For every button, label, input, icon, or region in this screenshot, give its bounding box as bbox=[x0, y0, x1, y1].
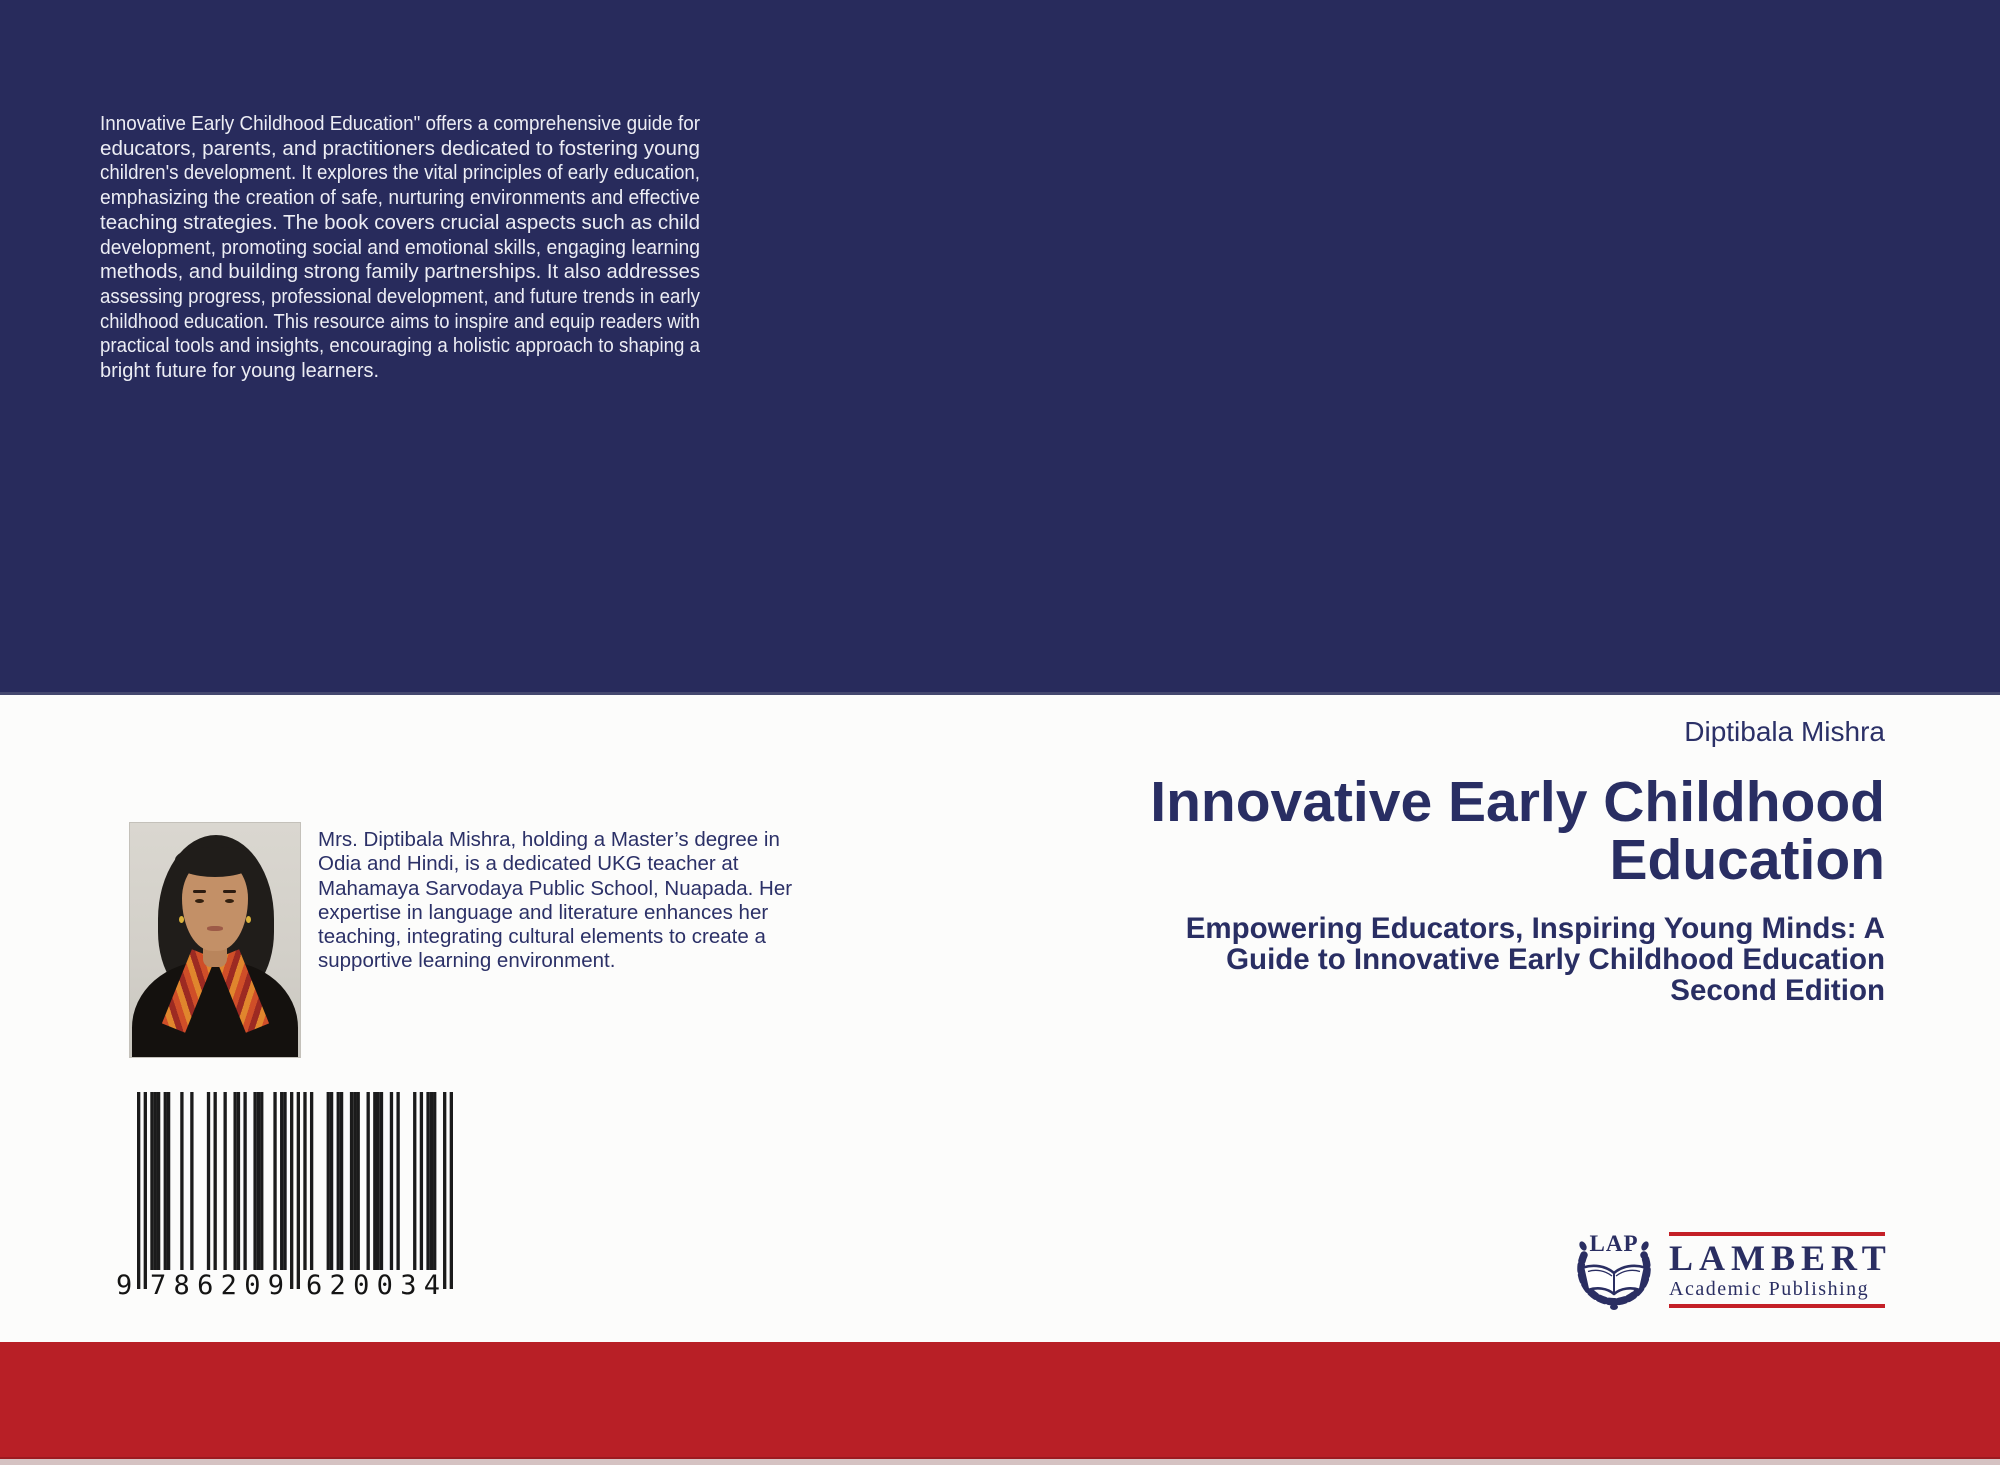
photo-eye-right bbox=[225, 899, 234, 903]
front-author-name: Diptibala Mishra bbox=[1684, 716, 1885, 747]
barcode-digit: 2 bbox=[220, 1270, 237, 1301]
barcode-digit: 6 bbox=[306, 1270, 323, 1301]
text-line: assessing progress, professional development, and future trends in early bbox=[100, 285, 700, 308]
barcode-digit: 9 bbox=[267, 1270, 284, 1301]
isbn-right-group bbox=[303, 1270, 443, 1301]
text-line: Odia and Hindi, is a dedicated UKG teacher at bbox=[318, 852, 739, 876]
barcode-digit: 2 bbox=[329, 1270, 346, 1301]
text-line: expertise in language and literature enhances her bbox=[318, 900, 769, 924]
back-cover-blurb bbox=[100, 112, 700, 384]
text-line: Empowering Educators, Inspiring Young Minds: A bbox=[1185, 912, 1885, 945]
cover-lower-panel bbox=[0, 695, 2000, 1342]
text-line: childhood education. This resource aims to inspire and equip readers with bbox=[100, 310, 700, 333]
photo-eye-left bbox=[195, 899, 204, 903]
back-cover-panel bbox=[0, 0, 2000, 695]
publisher-wordmark bbox=[1669, 1232, 1892, 1308]
barcode-digit: 0 bbox=[244, 1270, 261, 1301]
barcode-digit: 7 bbox=[150, 1270, 167, 1301]
publisher-emblem-icon bbox=[1572, 1228, 1656, 1312]
barcode-bars-icon bbox=[137, 1092, 453, 1289]
publisher-monogram: LAP bbox=[1589, 1231, 1639, 1256]
text-line: practical tools and insights, encouraging a holistic approach to shaping a bbox=[100, 335, 700, 358]
author-bio bbox=[318, 828, 918, 974]
text-line: Guide to Innovative Early Childhood Education bbox=[1226, 943, 1885, 976]
bottom-red-bar bbox=[0, 1342, 2000, 1465]
photo-eyebrow-right bbox=[223, 890, 236, 893]
photo-earring-right bbox=[246, 916, 251, 923]
text-line: Mahamaya Sarvodaya Public School, Nuapada. Her bbox=[318, 876, 793, 900]
book-subtitle bbox=[1186, 913, 1885, 1006]
logo-rule-top bbox=[1669, 1232, 1885, 1236]
barcode-digit: 6 bbox=[197, 1270, 214, 1301]
barcode-digit: 3 bbox=[400, 1270, 417, 1301]
text-line: children's development. It explores the vital principles of early education, bbox=[100, 162, 700, 185]
isbn-digits bbox=[116, 1268, 453, 1302]
barcode-digit: 4 bbox=[423, 1270, 440, 1301]
text-line: emphasizing the creation of safe, nurturing environments and effective bbox=[100, 187, 700, 210]
text-line: Innovative Early Childhood Education" offers a comprehensive guide for bbox=[100, 113, 700, 135]
text-line: educators, parents, and practitioners dedicated to fostering young bbox=[100, 137, 700, 160]
isbn-barcode bbox=[116, 1092, 453, 1304]
publisher-logo bbox=[1572, 1228, 1892, 1312]
text-line: Mrs. Diptibala Mishra, holding a Master’s degree in bbox=[318, 828, 780, 851]
photo-eyebrow-left bbox=[193, 890, 206, 893]
text-line: Second Edition bbox=[1670, 974, 1885, 1007]
photo-clothing-shape bbox=[132, 961, 298, 1057]
text-line: development, promoting social and emotional skills, engaging learning bbox=[100, 236, 700, 259]
bottom-edge-strip bbox=[0, 1457, 2000, 1465]
text-line: teaching strategies. The book covers crucial aspects such as child bbox=[100, 211, 700, 234]
barcode-digit: 0 bbox=[353, 1270, 370, 1301]
text-line: Innovative Early Childhood bbox=[1150, 770, 1885, 834]
author-photo bbox=[130, 823, 300, 1057]
isbn-first-digit: 9 bbox=[116, 1270, 133, 1301]
photo-earring-left bbox=[179, 916, 184, 923]
logo-rule-bottom bbox=[1669, 1304, 1885, 1308]
publisher-name: LAMBERT bbox=[1669, 1238, 1892, 1279]
text-line: Education bbox=[1609, 828, 1885, 892]
text-line: methods, and building strong family partnerships. It also addresses bbox=[100, 261, 700, 284]
text-line: bright future for young learners. bbox=[100, 360, 380, 383]
barcode-digit: 8 bbox=[173, 1270, 190, 1301]
publisher-tagline: Academic Publishing bbox=[1669, 1277, 1870, 1300]
photo-hair-fringe bbox=[175, 847, 255, 877]
text-line: teaching, integrating cultural elements to create a bbox=[318, 925, 766, 949]
text-line: supportive learning environment. bbox=[318, 949, 616, 973]
isbn-left-group bbox=[147, 1270, 287, 1301]
book-title bbox=[1150, 770, 1885, 892]
barcode-digit: 0 bbox=[376, 1270, 393, 1301]
photo-mouth-shape bbox=[207, 926, 223, 931]
